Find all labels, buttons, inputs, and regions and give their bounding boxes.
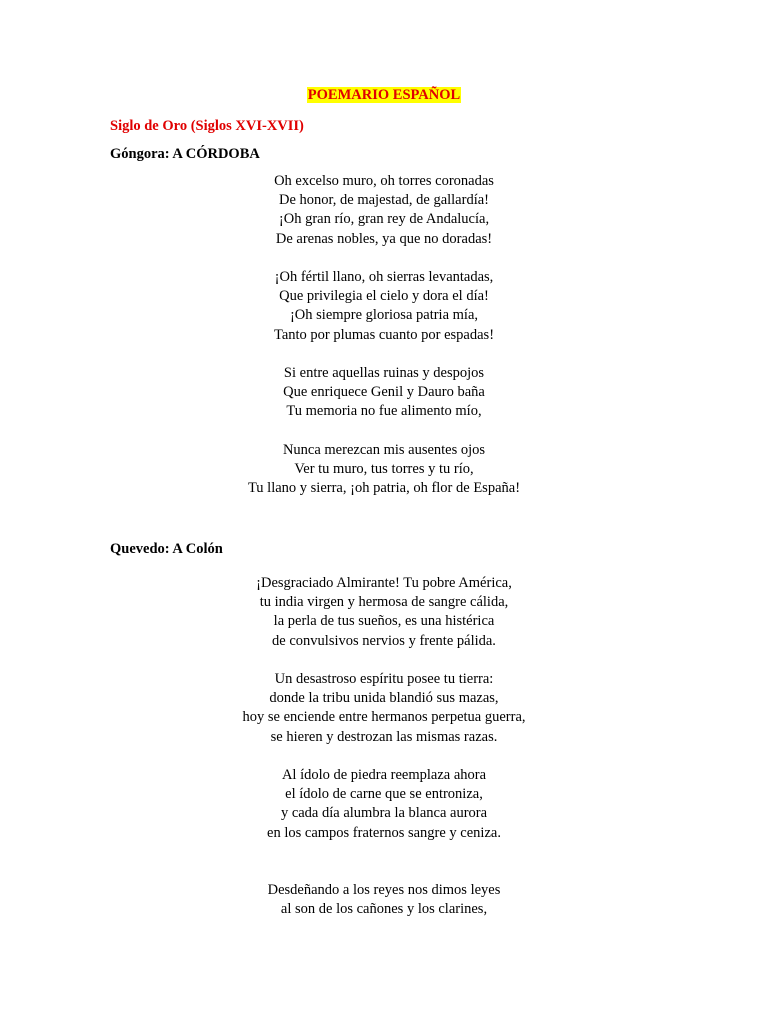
verse: ¡Oh gran río, gran rey de Andalucía,: [278, 211, 490, 228]
verse: Nunca merezcan mis ausentes ojos: [282, 441, 486, 458]
section-heading: Siglo de Oro (Siglos XVI-XVII): [110, 118, 304, 134]
verse: Ver tu muro, tus torres y tu río,: [294, 461, 474, 477]
verse: Oh excelso muro, oh torres coronadas: [274, 173, 494, 189]
document-title-text: POEMARIO ESPAÑOL: [307, 87, 461, 103]
poem-gongora: [0, 172, 768, 518]
verse: se hieren y destrozan las mismas razas.: [270, 728, 498, 745]
verse: Que privilegia el cielo y dora el día!: [279, 288, 489, 305]
stanza: [0, 670, 768, 747]
stanza: [0, 766, 768, 843]
verse: De arenas nobles, ya que no doradas!: [275, 230, 493, 247]
document-title: [0, 86, 768, 104]
verse: Desdeñando a los reyes nos dimos leyes: [267, 881, 501, 898]
verse: ¡Oh siempre gloriosa patria mía,: [289, 307, 479, 324]
verse: la perla de tus sueños, es una histérica: [273, 613, 495, 630]
verse: Al ídolo de piedra reemplaza ahora: [281, 767, 487, 783]
verse: Tanto por plumas cuanto por espadas!: [273, 326, 495, 343]
verse: Tu memoria no fue alimento mío,: [286, 403, 482, 420]
stanza: [0, 441, 768, 499]
verse: y cada día alumbra la blanca aurora: [280, 805, 488, 822]
verse: el ídolo de carne que se entroniza,: [285, 786, 483, 803]
stanza: [0, 574, 768, 651]
poem-heading-quevedo: Quevedo: A Colón: [110, 541, 223, 557]
stanza: [0, 881, 768, 919]
verse: Un desastroso espíritu posee tu tierra:: [274, 671, 494, 687]
stanza: [0, 268, 768, 345]
verse: Que enriquece Genil y Dauro baña: [283, 384, 485, 401]
verse: Tu llano y sierra, ¡oh patria, oh flor de España!: [247, 480, 521, 497]
verse: de convulsivos nervios y frente pálida.: [272, 632, 496, 649]
verse: tu india virgen y hermosa de sangre cálida,: [259, 594, 509, 611]
verse: ¡Oh fértil llano, oh sierras levantadas,: [274, 269, 494, 285]
verse: al son de los cañones y los clarines,: [280, 901, 488, 918]
poem-heading-gongora: Góngora: A CÓRDOBA: [110, 146, 260, 162]
stanza: [0, 364, 768, 422]
verse: donde la tribu unida blandió sus mazas,: [269, 690, 499, 707]
verse: De honor, de majestad, de gallardía!: [279, 192, 489, 209]
poem-quevedo: [0, 574, 768, 938]
stanza: [0, 172, 768, 249]
verse: Si entre aquellas ruinas y despojos: [283, 365, 485, 381]
verse: ¡Desgraciado Almirante! Tu pobre América,: [256, 575, 512, 591]
verse: en los campos fraternos sangre y ceniza.: [267, 824, 501, 841]
verse: hoy se enciende entre hermanos perpetua guerra,: [242, 709, 526, 726]
